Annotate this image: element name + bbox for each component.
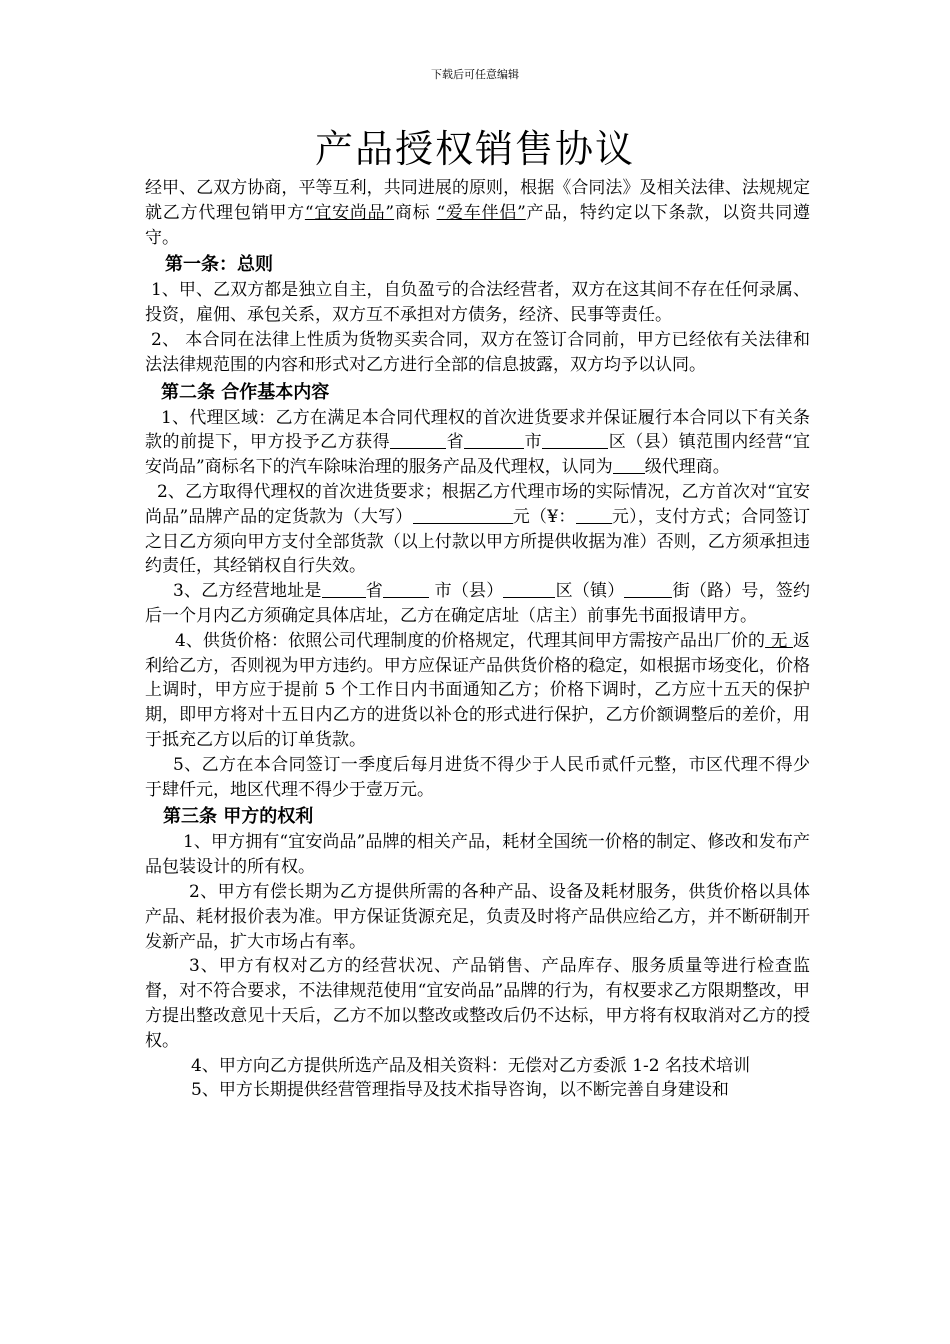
intro-paragraph <box>145 176 810 250</box>
article-2-clause-3 <box>145 579 810 629</box>
rebate-value: 无 <box>765 630 793 651</box>
article-3-heading: 第三条 甲方的权利 <box>163 806 314 828</box>
blank-line[interactable] <box>413 507 513 524</box>
clause-text: 区（镇） <box>555 581 625 602</box>
document-body <box>145 176 810 1103</box>
clause-text: 街（路）号，签约后一个月内乙方须确定具体店址，乙方在确定店址（店主）前事先书面报请甲方。 <box>145 581 811 626</box>
article-3-clause-4: 4、甲方向乙方提供所选产品及相关资料：无偿对乙方委派 1-2 名技术培训 <box>191 1055 750 1076</box>
article-2-clause-4 <box>145 629 810 753</box>
article-1-clause-2: 2、 本合同在法律上性质为货物买卖合同，双方在签订合同前，甲方已经依有关法律和法法律规范围的内容和形式对乙方进行全部的信息披露，双方均予以认同。 <box>145 329 810 375</box>
blank-line[interactable] <box>464 432 524 449</box>
blank-line[interactable] <box>624 581 672 598</box>
clause-text: 市 <box>524 432 543 453</box>
clause-text: 4、供货价格：依照公司代理制度的价格规定，代理其间甲方需按产品出厂价的 <box>175 630 766 651</box>
blank-line[interactable] <box>576 507 612 524</box>
blank-line[interactable] <box>390 432 446 449</box>
document-title: 产品授权销售协议 <box>314 127 635 171</box>
clause-text: 2、乙方取得代理权的首次进货要求；根据乙方代理市场的实际情况，乙方首次对“宜安尚品”品牌产品的定货款为（大写） <box>145 481 810 527</box>
header-note: 下载后可任意编辑 <box>431 68 519 81</box>
clause-text: 市（县） <box>429 581 504 602</box>
article-3-clause-2: 2、甲方有偿长期为乙方提供所需的各种产品、设备及耗材服务，供货价格以具体产品、耗材报价表为准。甲方保证货源充足，负责及时将产品供应给乙方，并不断研制开发新产品，扩大市场占有率。 <box>145 881 810 952</box>
article-1-clause-1: 1、甲、乙双方都是独立自主，自负盈亏的合法经营者，双方在这其间不存在任何录属、投资，雇佣、承包关系，双方互不承担对方债务，经济、民事等责任。 <box>145 280 810 326</box>
clause-text: 省 <box>365 581 384 602</box>
clause-text: 省 <box>446 432 465 453</box>
blank-line[interactable] <box>542 432 608 449</box>
intro-text: 商标 <box>394 202 437 223</box>
clause-text: 区（县）镇范围内经营“宜安尚品”商标名下的汽车除味治理的服务产品及代理权，认同为 <box>145 432 811 478</box>
article-1-heading: 第一条：总则 <box>165 254 273 276</box>
article-3-clause-5: 5、甲方长期提供经营管理指导及技术指导咨询，以不断完善自身建设和 <box>191 1080 729 1101</box>
article-3-clause-3: 3、甲方有权对乙方的经营状况、产品销售、产品库存、服务质量等进行检查监督，对不符合要求，不法律规范使用“宜安尚品”品牌的行为，有权要求乙方限期整改，甲方提出整改意见十天后，乙方不加以整改或整改后仍不达标，甲方将有权取消对乙方的授权。 <box>145 956 810 1051</box>
clause-text: 元），支付方式；合同签订之日乙方须向甲方支付全部货款（以上付款以甲方所提供收据为准）否则，乙方须承担违约责任，其经销权自行失效。 <box>145 506 810 577</box>
article-2-clause-1 <box>145 406 810 480</box>
intro-text: 经甲、乙双方协商，平等互利，共同进展的原则，根据《合同法》及相关法律、法规规定就乙方代理包销甲方 <box>145 178 810 223</box>
article-3-clause-1: 1、甲方拥有“宜安尚品”品牌的相关产品，耗材全国统一价格的制定、修改和发布产品包装设计的所有权。 <box>145 832 810 878</box>
product-name: “爱车伴侣” <box>436 202 526 223</box>
clause-text: 级代理商。 <box>644 457 730 478</box>
blank-line[interactable] <box>503 581 555 598</box>
clause-text: 3、乙方经营地址是 <box>173 581 322 602</box>
clause-text: 元（¥： <box>512 506 576 527</box>
blank-line[interactable] <box>322 581 366 598</box>
intro-text: 产品，特约定以下条款，以资共同遵守。 <box>145 202 811 248</box>
brand-name: “宜安尚品” <box>304 202 395 223</box>
blank-line[interactable] <box>383 581 429 598</box>
article-2-clause-5: 5、乙方在本合同签订一季度后每月进货不得少于人民币贰仟元整，市区代理不得少于肆仟元，地区代理不得少于壹万元。 <box>145 754 810 800</box>
clause-text: 1、代理区域：乙方在满足本合同代理权的首次进货要求并保证履行本合同以下有关条款的前提下，甲方投予乙方获得 <box>145 407 810 453</box>
blank-line[interactable] <box>613 457 645 474</box>
article-2-clause-2 <box>145 480 810 579</box>
article-2-heading: 第二条 合作基本内容 <box>161 381 330 403</box>
clause-text: 返利给乙方，否则视为甲方违约。甲方应保证产品供货价格的稳定，如根据市场变化，价格上调时，甲方应于提前 5 个工作日内书面通知乙方；价格下调时，乙方应十五天的保护期，即甲方将对十五日内乙方的进货以补仓的形式进行保护，乙方价额调整后的差价，用于抵充乙方以后的订单货款。 <box>145 630 810 750</box>
